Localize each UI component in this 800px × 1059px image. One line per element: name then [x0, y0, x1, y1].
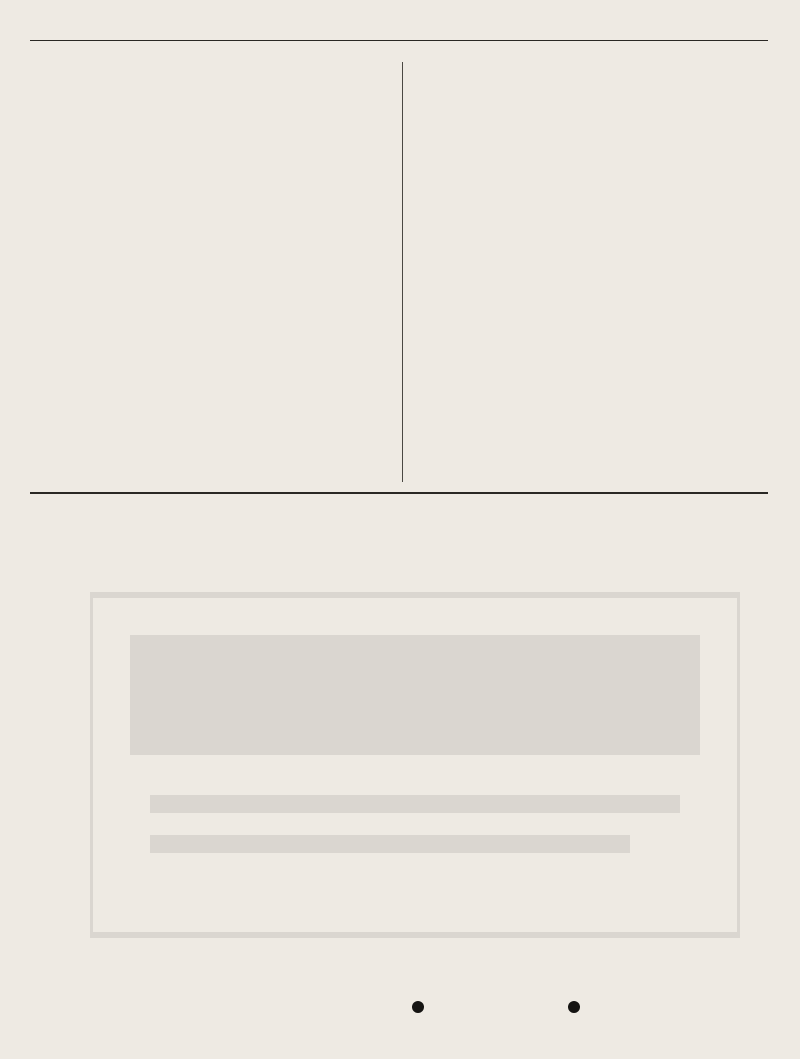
- column-divider: [402, 62, 403, 482]
- bullet-icon: [412, 1001, 424, 1013]
- ad-top-spaced-line: [82, 523, 782, 553]
- faded-background-ad-illustration: [90, 575, 740, 955]
- ad-footer: [20, 991, 780, 1025]
- bullet-icon: [568, 1001, 580, 1013]
- section-rule: [30, 492, 768, 494]
- page-header: [30, 10, 768, 41]
- left-column: [34, 60, 392, 74]
- advertisement: [0, 505, 800, 1059]
- product-name: [540, 743, 790, 747]
